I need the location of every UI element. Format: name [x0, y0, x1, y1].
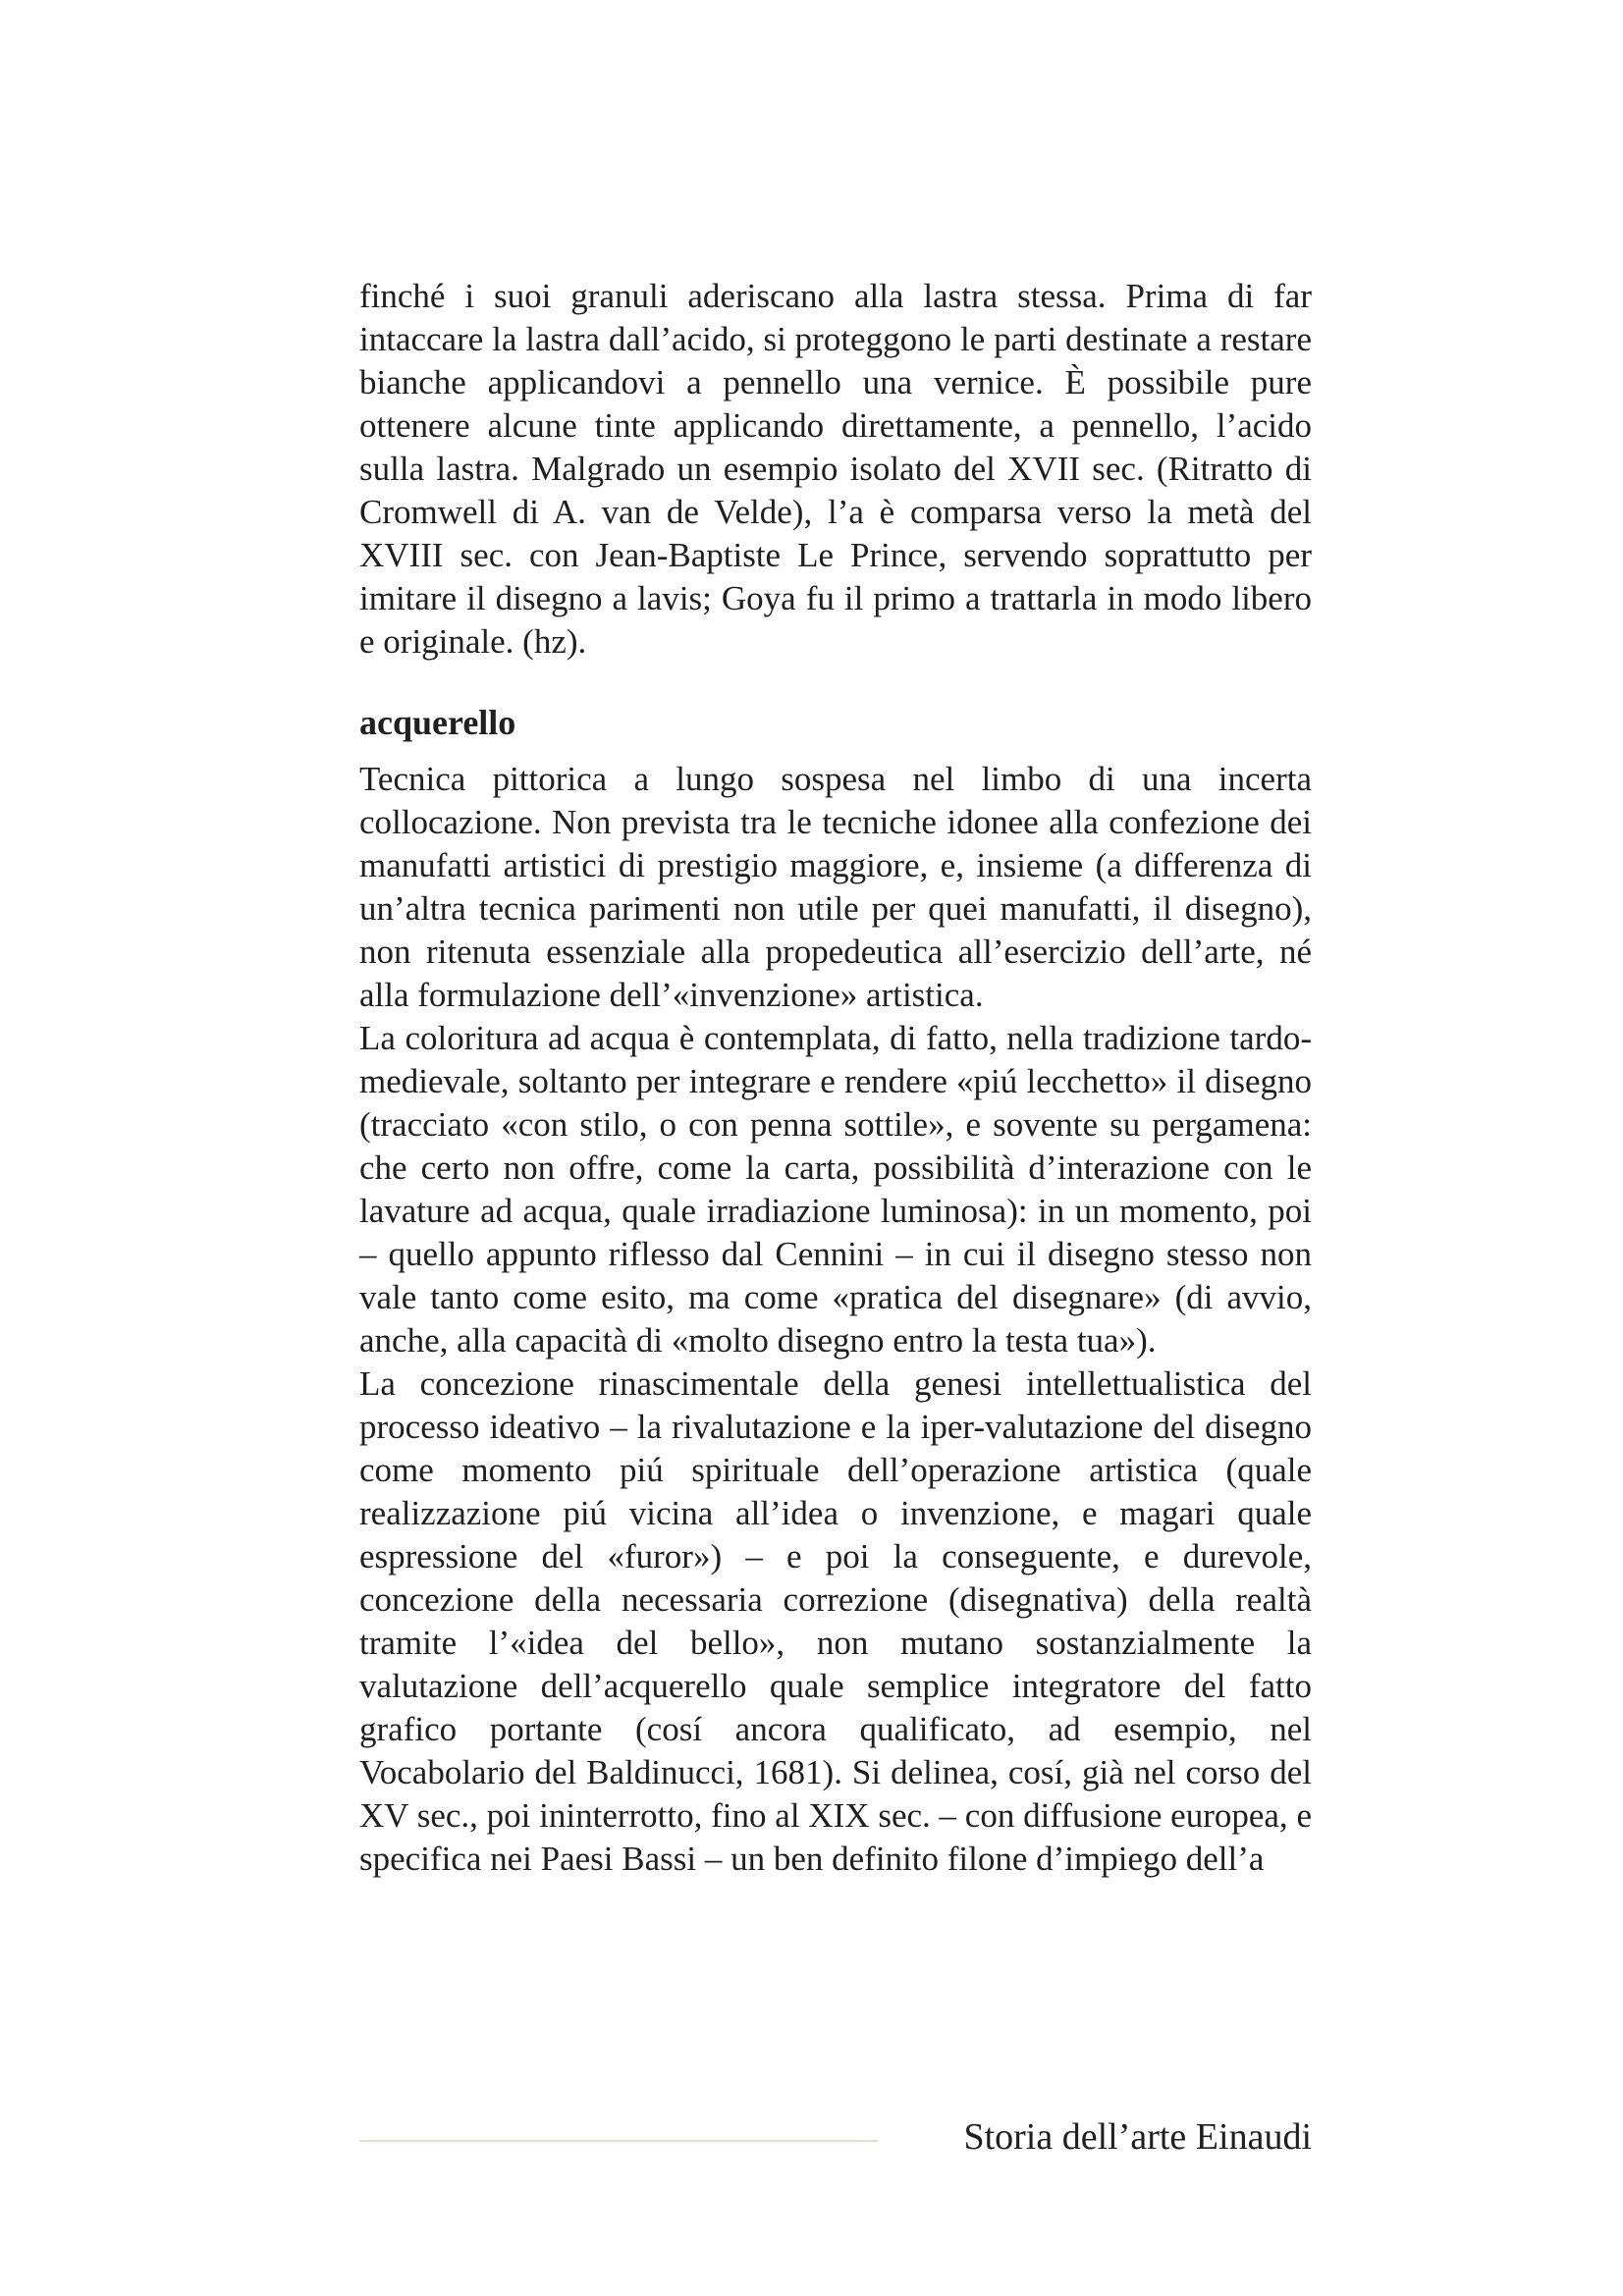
entry-paragraph-3: La concezione rinascimentale della genesi intellettualistica del processo ideativo – la rivalutazione e la iper-valutazione del disegno come momento piú spirituale dell’operazione artistica (quale realizzazione piú vicina all’idea o invenzione, e magari quale espressione del «furor») – e poi la conseguente, e durevole, concezione della necessaria correzione (disegnativa) della realtà tramite l’«idea del bello», non mutano sostanzialmente la valutazione dell’acquerello quale semplice integratore del fatto grafico portante (cosí ancora qualificato, ad esempio, nel Vocabolario del Baldinucci, 1681). Si delinea, cosí, già nel corso del XV sec., poi ininterrotto, fino al XIX sec. – con diffusione europea, e specifica nei Paesi Bassi – un ben definito filone d’impiego dell’a [359, 1364, 1312, 1878]
text-column [359, 275, 1312, 1881]
publication-title: Storia dell’arte Einaudi [963, 2116, 1312, 2158]
footer-divider [359, 2140, 878, 2142]
previous-entry-continuation: finché i suoi granuli aderiscano alla lastra stessa. Prima di far intaccare la lastra dall’acido, si proteggono le parti destinate a restare bianche applicandovi a pennello una vernice. È possibile pure ottenere alcune tinte applicando direttamente, a pennello, l’acido sulla lastra. Malgrado un esempio isolato del XVII sec. (Ritratto di Cromwell di A. van de Velde), l’a è comparsa verso la metà del XVIII sec. con Jean-Baptiste Le Prince, servendo soprattutto per imitare il disegno a lavis; Goya fu il primo a trattarla in modo libero e originale. (hz). [359, 277, 1312, 661]
page-footer [359, 2112, 1312, 2162]
entry-paragraph-1: Tecnica pittorica a lungo sospesa nel limbo di una incerta collocazione. Non prevista tra le tecniche idonee alla confezione dei manufatti artistici di prestigio maggiore, e, insieme (a differenza di un’altra tecnica parimenti non utile per quei manufatti, il disegno), non ritenuta essenziale alla propedeutica all’esercizio dell’arte, né alla formulazione dell’«invenzione» artistica. [359, 760, 1312, 1014]
entry-heading: acquerello [359, 703, 516, 742]
entry-paragraph-2: La coloritura ad acqua è contemplata, di fatto, nella tradizione tardo-medievale, soltanto per integrare e rendere «piú lecchetto» il disegno (tracciato «con stilo, o con penna sottile», e sovente su pergamena: che certo non offre, come la carta, possibilità d’interazione con le lavature ad acqua, quale irradiazione luminosa): in un momento, poi – quello appunto riflesso dal Cennini – in cui il disegno stesso non vale tanto come esito, ma come «pratica del disegnare» (di avvio, anche, alla capacità di «molto disegno entro la testa tua»). [359, 1019, 1312, 1360]
